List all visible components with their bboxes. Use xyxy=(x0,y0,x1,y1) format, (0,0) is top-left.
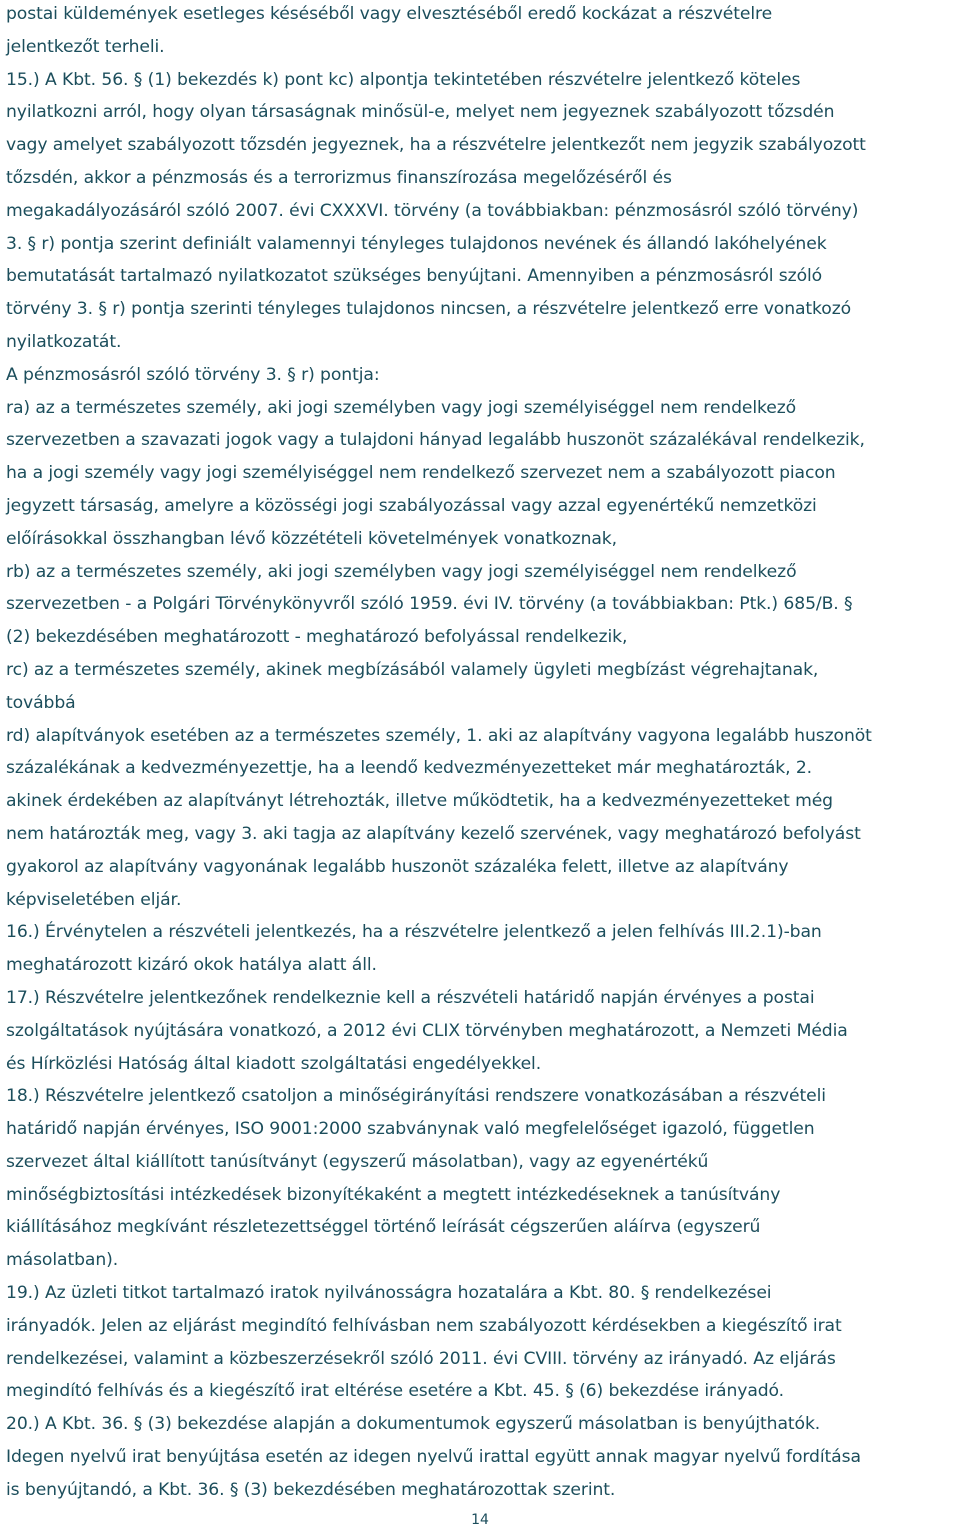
text-line: meghatározott kizáró okok hatálya alatt áll. xyxy=(6,955,377,976)
document-body xyxy=(6,0,956,1507)
text-line: nem határozták meg, vagy 3. aki tagja az alapítvány kezelő szervének, vagy meghatározó befolyást xyxy=(6,823,861,844)
text-line: nyilatkozatát. xyxy=(6,331,122,352)
text-line: gyakorol az alapítvány vagyonának legalább huszonöt százaléka felett, illetve az alapítvány xyxy=(6,856,789,877)
text-line: bemutatását tartalmazó nyilatkozatot szükséges benyújtani. Amennyiben a pénzmosásról szóló xyxy=(6,266,823,287)
text-line: Idegen nyelvű irat benyújtása esetén az idegen nyelvű irattal együtt annak magyar nyelvű fordítása xyxy=(6,1447,861,1468)
text-line: is benyújtandó, a Kbt. 36. § (3) bekezdésében meghatározottak szerint. xyxy=(6,1479,616,1500)
text-line: szolgáltatások nyújtására vonatkozó, a 2012 évi CLIX törvényben meghatározott, a Nemzeti Média xyxy=(6,1020,848,1041)
text-line: szervezetben - a Polgári Törvénykönyvről szóló 1959. évi IV. törvény (a továbbiakban: Ptk.) 685/B. § xyxy=(6,594,853,615)
text-line: és Hírközlési Hatóság által kiadott szolgáltatási engedélyekkel. xyxy=(6,1053,542,1074)
text-line: 19.) Az üzleti titkot tartalmazó iratok nyilvánosságra hozatalára a Kbt. 80. § rendelkezései xyxy=(6,1283,772,1304)
text-line: kiállításához megkívánt részletezettséggel történő leírását cégszerűen aláírva (egyszerű xyxy=(6,1217,761,1238)
text-line: határidő napján érvényes, ISO 9001:2000 szabványnak való megfelelőséget igazoló, független xyxy=(6,1119,815,1140)
text-line: ra) az a természetes személy, aki jogi személyben vagy jogi személyiséggel nem rendelkező xyxy=(6,397,797,418)
text-line: másolatban). xyxy=(6,1250,119,1271)
text-line: tőzsdén, akkor a pénzmosás és a terrorizmus finanszírozása megelőzéséről és xyxy=(6,167,672,188)
text-line: (2) bekezdésében meghatározott - meghatározó befolyással rendelkezik, xyxy=(6,627,628,648)
text-line: megakadályozásáról szóló 2007. évi CXXXVI. törvény (a továbbiakban: pénzmosásról szóló törvény) xyxy=(6,200,859,221)
text-line: 15.) A Kbt. 56. § (1) bekezdés k) pont kc) alpontja tekintetében részvételre jelentkező köteles xyxy=(6,69,801,90)
text-line: szervezet által kiállított tanúsítványt (egyszerű másolatban), vagy az egyenértékű xyxy=(6,1151,709,1172)
text-line: 3. § r) pontja szerint definiált valamennyi tényleges tulajdonos nevének és állandó lakóhelyének xyxy=(6,233,827,254)
text-line: 18.) Részvételre jelentkező csatoljon a minőségirányítási rendszere vonatkozásában a részvételi xyxy=(6,1086,826,1107)
text-line: százalékának a kedvezményezettje, ha a leendő kedvezményezetteket már meghatározták, 2. xyxy=(6,758,813,779)
text-line: ha a jogi személy vagy jogi személyiséggel nem rendelkező szervezet nem a szabályozott piacon xyxy=(6,463,836,484)
page-number: 14 xyxy=(471,1512,489,1528)
text-line: minőségbiztosítási intézkedések bizonyítékaként a megtett intézkedéseknek a tanúsítvány xyxy=(6,1184,781,1205)
text-line: 17.) Részvételre jelentkezőnek rendelkeznie kell a részvételi határidő napján érvényes a postai xyxy=(6,987,815,1008)
text-line: rc) az a természetes személy, akinek megbízásából valamely ügyleti megbízást végrehajtanak, xyxy=(6,659,819,680)
text-line: előírásokkal összhangban lévő közzétételi követelmények vonatkoznak, xyxy=(6,528,618,549)
text-line: törvény 3. § r) pontja szerinti tényleges tulajdonos nincsen, a részvételre jelentkező erre vonatkozó xyxy=(6,299,852,320)
text-line: postai küldemények esetleges késéséből vagy elvesztéséből eredő kockázat a részvételre xyxy=(6,4,773,24)
text-line: nyilatkozni arról, hogy olyan társaságnak minősül-e, melyet nem jegyeznek szabályozott tőzsdén xyxy=(6,102,835,123)
text-line: rb) az a természetes személy, aki jogi személyben vagy jogi személyiséggel nem rendelkező xyxy=(6,561,797,582)
text-line: irányadók. Jelen az eljárást megindító felhívásban nem szabályozott kérdésekben a kiegészítő irat xyxy=(6,1315,842,1336)
text-line: szervezetben a szavazati jogok vagy a tulajdoni hányad legalább huszonöt százalékával rendelkezik, xyxy=(6,430,865,451)
text-line: rd) alapítványok esetében az a természetes személy, 1. aki az alapítvány vagyona legalább huszonöt xyxy=(6,725,872,746)
text-line: megindító felhívás és a kiegészítő irat eltérése esetére a Kbt. 45. § (6) bekezdése irányadó. xyxy=(6,1381,785,1402)
text-line: képviseletében eljár. xyxy=(6,889,182,910)
text-line: vagy amelyet szabályozott tőzsdén jegyeznek, ha a részvételre jelentkezőt nem jegyzik szabályozott xyxy=(6,135,866,156)
text-line: rendelkezései, valamint a közbeszerzésekről szóló 2011. évi CVIII. törvény az irányadó. Az eljárás xyxy=(6,1348,836,1369)
text-line: továbbá xyxy=(6,692,76,713)
text-line: jegyzett társaság, amelyre a közösségi jogi szabályozással vagy azzal egyenértékű nemzetközi xyxy=(6,495,817,516)
text-line: akinek érdekében az alapítványt létrehozták, illetve működtetik, ha a kedvezményezetteket még xyxy=(6,791,833,812)
text-line: A pénzmosásról szóló törvény 3. § r) pontja: xyxy=(6,364,380,385)
text-line: jelentkezőt terheli. xyxy=(6,36,165,57)
text-line: 16.) Érvénytelen a részvételi jelentkezés, ha a részvételre jelentkező a jelen felhívás III.2.1)-ban xyxy=(6,922,822,943)
text-line: 20.) A Kbt. 36. § (3) bekezdése alapján a dokumentumok egyszerű másolatban is benyújthatók. xyxy=(6,1414,821,1435)
